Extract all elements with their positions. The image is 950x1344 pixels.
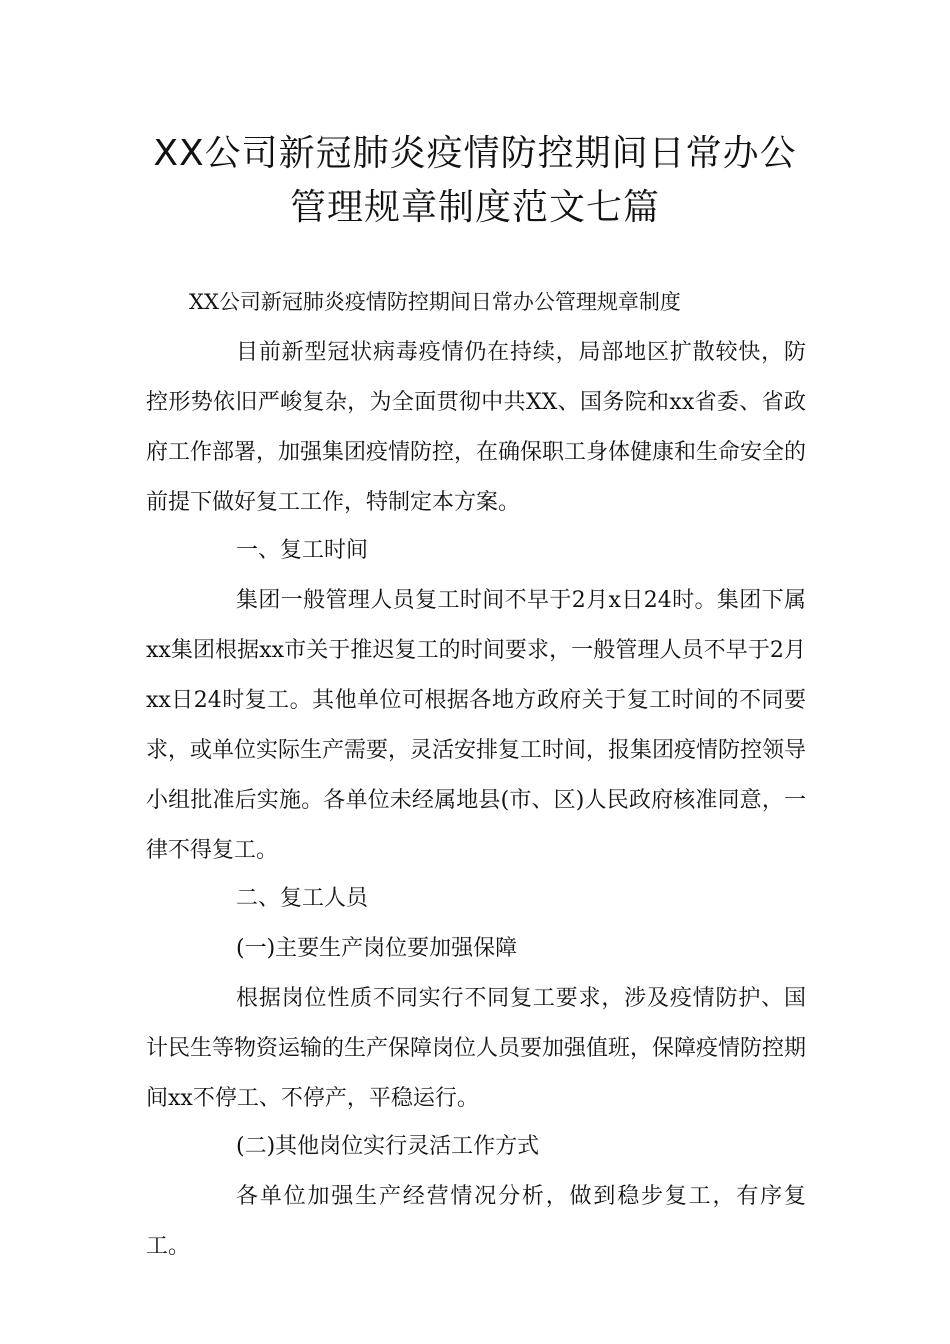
subsection-heading-2-2: (二)其他岗位实行灵活工作方式 xyxy=(236,1134,540,1159)
section-heading-2: 二、复工人员 xyxy=(236,886,369,911)
paragraph-section-1: 集团一般管理人员复工时间不早于2月x日24时。集团下属xx集团根据xx市关于推迟复工的时间要求，一般管理人员不早于2月xx日24时复工。其他单位可根据各地方政府关于复工时间的不同要求，或单位实际生产需要，灵活安排复工时间，报集团疫情防控领导小组批准后实施。各单位未经属地县(市、区)人民政府核准同意，一律不得复工。 xyxy=(146,588,807,863)
subsection-heading-2-1: (一)主要生产岗位要加强保障 xyxy=(236,936,518,961)
document-title-line-2: 管理规章制度范文七篇 xyxy=(289,187,660,228)
paragraph-section-2-1: 根据岗位性质不同实行不同复工要求，涉及疫情防护、国计民生等物资运输的生产保障岗位人员要加强值班，保障疫情防控期间xx不停工、不停产，平稳运行。 xyxy=(146,986,807,1111)
document-subtitle: XX公司新冠肺炎疫情防控期间日常办公管理规章制度 xyxy=(189,290,681,314)
document-title-line-1: XX公司新冠肺炎疫情防控期间日常办公 xyxy=(153,133,797,174)
paragraph-section-2-2: 各单位加强生产经营情况分析，做到稳步复工，有序复工。 xyxy=(146,1184,806,1259)
section-heading-1: 一、复工时间 xyxy=(236,538,369,563)
paragraph-intro: 目前新型冠状病毒疫情仍在持续，局部地区扩散较快，防控形势依旧严峻复杂，为全面贯彻中共XX、国务院和xx省委、省政府工作部署，加强集团疫情防控，在确保职工身体健康和生命安全的前提下做好复工工作，特制定本方案。 xyxy=(146,340,807,515)
